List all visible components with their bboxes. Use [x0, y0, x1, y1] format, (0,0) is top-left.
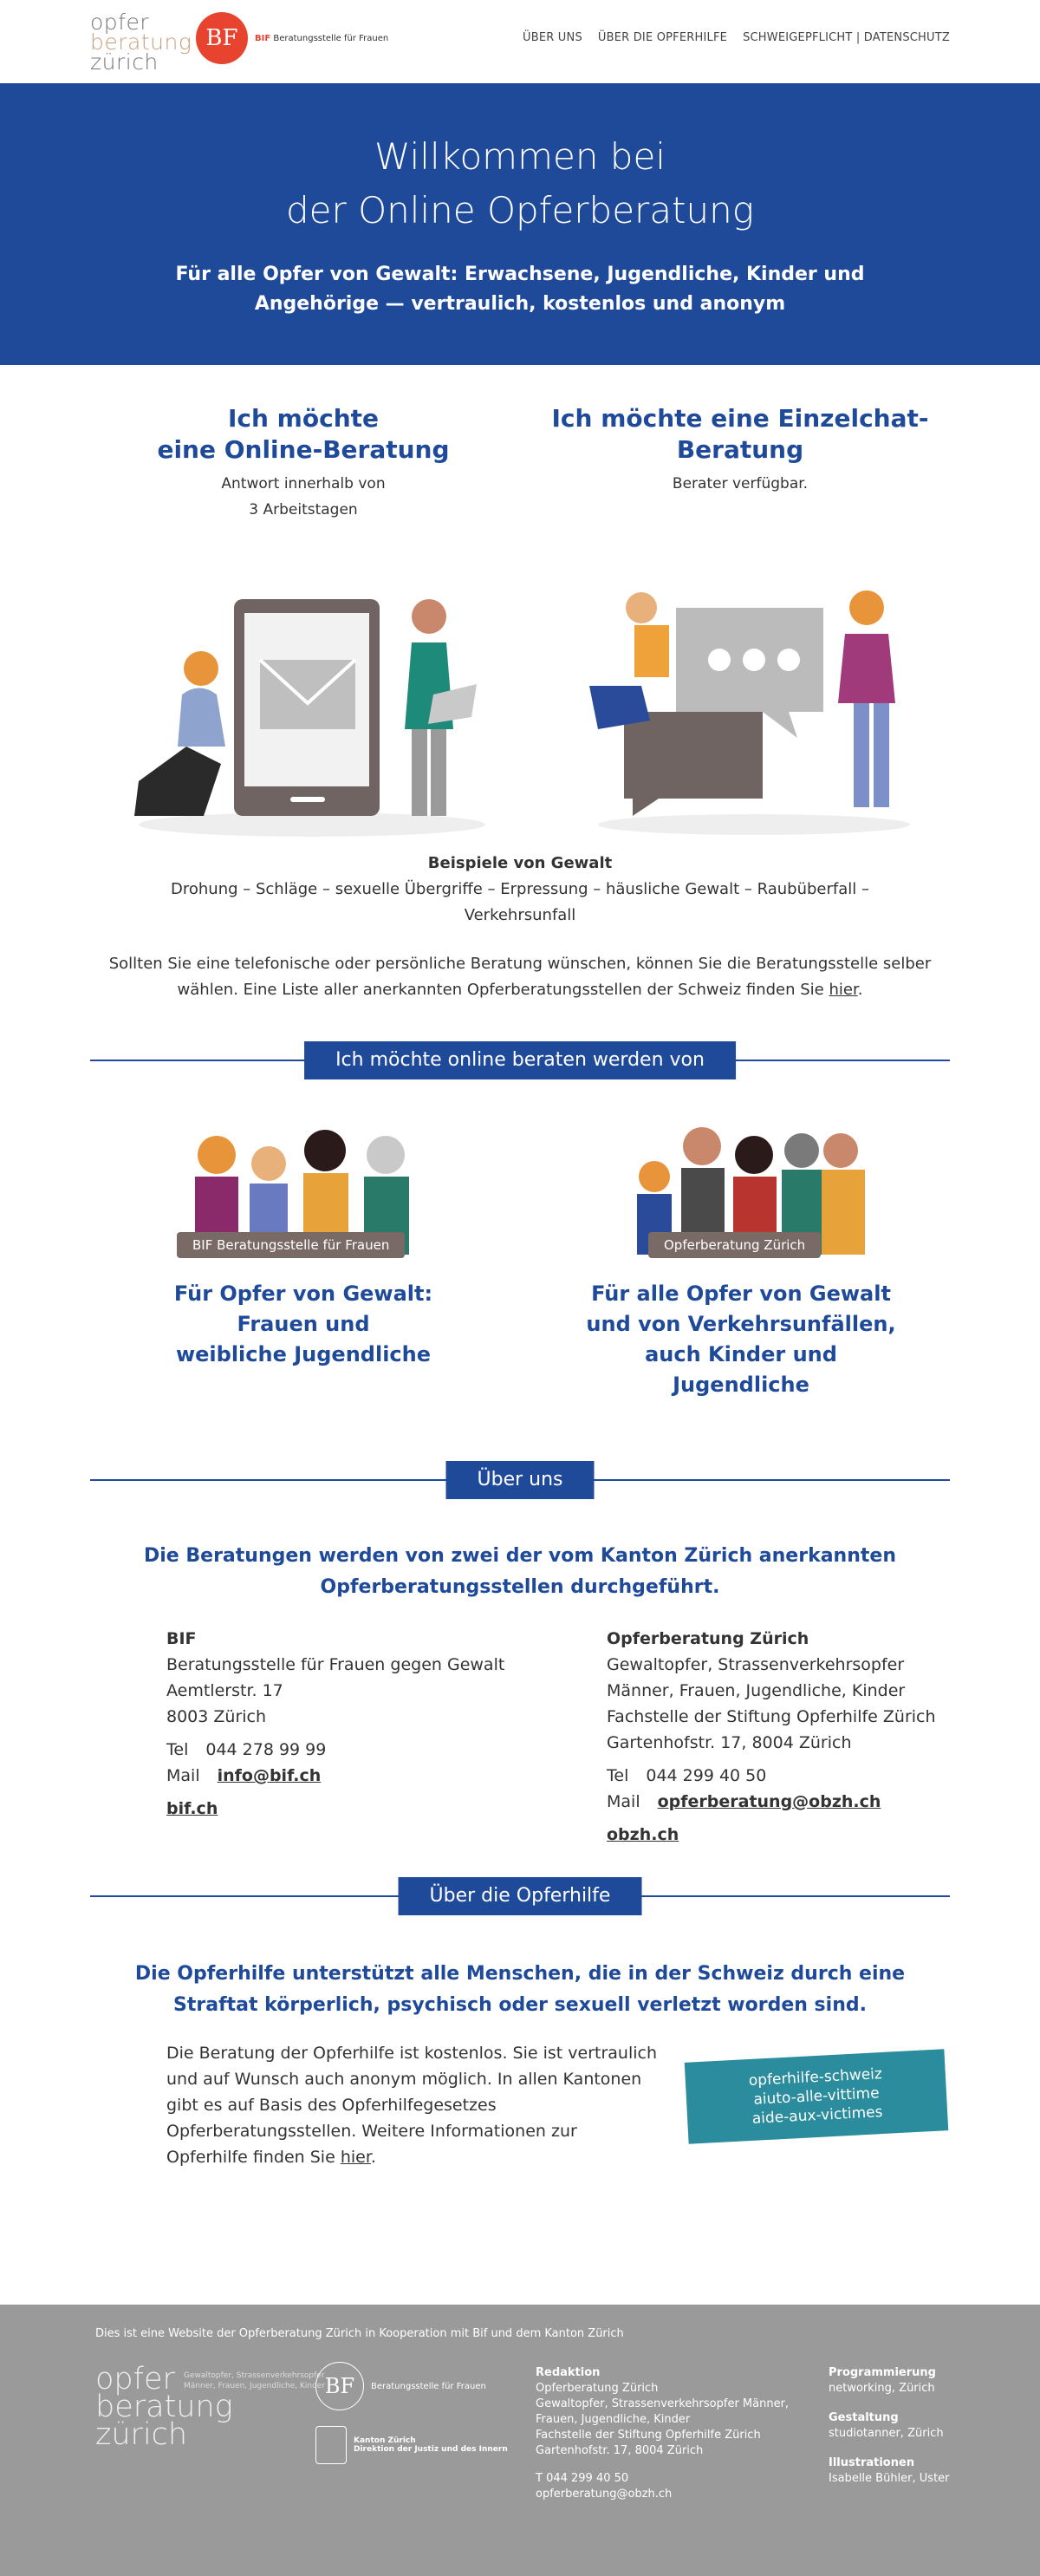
counselor-groups [0, 1079, 1040, 1461]
obzh-group-title-line-4: Jugendliche [673, 1373, 809, 1397]
bif-contact-line-1: Beratungsstelle für Frauen gegen Gewalt [166, 1655, 505, 1674]
about-lead [0, 1541, 1040, 1603]
obzh-contact-mail [607, 1789, 936, 1815]
obzh-group-title-line-2: und von Verkehrsunfällen, [586, 1312, 896, 1336]
prog-heading: Programmierung [829, 2366, 936, 2379]
ribbon-line-3: aide-aux-victimes [751, 2103, 883, 2128]
online-text-line-2: 3 Arbeitstagen [249, 501, 358, 518]
obzh-group-title-line-3: auch Kinder und [645, 1342, 837, 1366]
tel-label: Tel [607, 1766, 629, 1785]
tel-label: Tel [166, 1740, 189, 1759]
section-label-about: Über uns [446, 1461, 595, 1499]
violence-examples [0, 851, 1040, 929]
footer-credits [829, 2365, 950, 2487]
obzh-contact-line-2: Männer, Frauen, Jugendliche, Kinder [607, 1681, 906, 1700]
obzh-mail-link[interactable]: opferberatung@obzh.ch [657, 1792, 881, 1811]
obzh-contact-name: Opferberatung Zürich [607, 1629, 809, 1648]
bif-group-badge[interactable]: BIF Beratungsstelle für Frauen [177, 1232, 405, 1258]
obzh-group-badge[interactable]: Opferberatung Zürich [648, 1232, 821, 1258]
kanton-line-1: Kanton Zürich [354, 2436, 416, 2445]
help-text-line-5-end: . [370, 2148, 376, 2167]
opferberatung-logo[interactable] [90, 10, 192, 75]
online-title-line-1: Ich möchte [227, 404, 379, 433]
bif-group-title[interactable] [130, 1279, 477, 1370]
bif-logo-text [255, 34, 388, 43]
ribbon-line-1: opferhilfe-schweiz [748, 2065, 883, 2090]
intro-line-2-end: . [857, 981, 863, 999]
nav-item-schweigepflicht[interactable]: SCHWEIGEPFLICHT | DATENSCHUTZ [743, 31, 950, 44]
obzh-web-link[interactable]: obzh.ch [607, 1825, 679, 1844]
logo-line-2: beratung [90, 29, 192, 55]
footer-logo-line-1: opfer [95, 2362, 175, 2397]
obzh-group-title[interactable] [568, 1279, 914, 1400]
bif-group-title-line-2: Frauen und [237, 1312, 370, 1336]
section-divider-help [0, 1877, 1040, 1915]
help-lead-line-2: Straftat körperlich, psychisch oder sexuell verletzt worden sind. [173, 1994, 867, 2016]
intro-text [0, 951, 1040, 1003]
help-lead [0, 1959, 1040, 2021]
main-nav [523, 31, 950, 44]
intro-hier-link[interactable]: hier [829, 981, 858, 999]
online-consultation-text [113, 471, 494, 523]
hero-subtitle [0, 260, 1040, 319]
chat-consultation-text [549, 471, 931, 497]
chat-consultation-card[interactable] [549, 403, 931, 497]
online-consultation-title [113, 403, 494, 466]
examples-line-1: Drohung – Schläge – sexuelle Übergriffe – Erpressung – häusliche Gewalt – Raubüberfall – [171, 880, 869, 898]
illu-text[interactable]: Isabelle Bühler, Uster [829, 2472, 950, 2485]
hero-title [0, 130, 1040, 238]
bif-mail-link[interactable]: info@bif.ch [217, 1766, 322, 1785]
section-label-online: Ich möchte online beraten werden von [304, 1041, 736, 1079]
footer-logo-sub-line-1: Gewaltopfer, Strassenverkehrsopfer [184, 2371, 325, 2380]
gest-text[interactable]: studiotanner, Zürich [829, 2427, 944, 2440]
nav-item-ueber-uns[interactable]: ÜBER UNS [523, 31, 582, 44]
bif-logo[interactable] [196, 12, 388, 64]
email-illustration[interactable] [104, 564, 503, 842]
hero-subtitle-line-2: Angehörige — vertraulich, kostenlos und anonym [254, 293, 786, 315]
help-text-line-5 [166, 2144, 657, 2170]
hero-title-line-2: der Online Opferberatung [286, 189, 754, 232]
footer-logo-line-3: zürich [95, 2417, 188, 2452]
redaktion-line-4: Fachstelle der Stiftung Opferhilfe Zürich [536, 2429, 761, 2442]
site-footer [0, 2305, 1040, 2576]
bif-contact-line-2: Aemtlerstr. 17 [166, 1681, 283, 1700]
help-body [0, 2040, 1040, 2214]
intro-line-2 [90, 977, 950, 1003]
footer-bif-text: Beratungsstelle für Frauen [371, 2381, 486, 2391]
bif-contact-mail [166, 1763, 504, 1789]
section-divider-about [0, 1461, 1040, 1499]
site-header [0, 0, 1040, 83]
obzh-group-title-line-1: Für alle Opfer von Gewalt [591, 1281, 891, 1306]
obzh-contact-line-3: Fachstelle der Stiftung Opferhilfe Zürich [607, 1707, 936, 1726]
intro-line-1: Sollten Sie eine telefonische oder persönliche Beratung wünschen, können Sie die Beratungsstelle selber [108, 955, 932, 973]
bif-contact-name: BIF [166, 1629, 197, 1648]
mail-label: Mail [607, 1792, 640, 1811]
kanton-crest-icon [315, 2426, 347, 2464]
obzh-contact [607, 1626, 936, 1848]
footer-logo-sub-line-2: Männer, Frauen, Jugendliche, Kinder [184, 2382, 326, 2390]
chat-title-line-2: Beratung [676, 435, 804, 464]
footer-logo-subtitle [184, 2371, 325, 2391]
redaktion-mail-link[interactable]: opferberatung@obzh.ch [536, 2488, 673, 2501]
bif-contact-tel [166, 1737, 504, 1763]
online-text-line-1: Antwort innerhalb von [221, 475, 386, 492]
obzh-contact-line-1: Gewaltopfer, Strassenverkehrsopfer [607, 1655, 905, 1674]
opferhilfe-schweiz-link[interactable] [685, 2049, 949, 2144]
bif-logo-label: Beratungsstelle für Frauen [273, 33, 389, 43]
bif-web-link[interactable]: bif.ch [166, 1799, 218, 1818]
bif-contact-line-3: 8003 Zürich [166, 1707, 267, 1726]
bif-logo-mark: BF [196, 12, 248, 64]
redaktion-line-2: Gewaltopfer, Strassenverkehrsopfer Männer, [536, 2397, 790, 2410]
help-text-line-4: Opferberatungsstellen. Weitere Informationen zur [166, 2122, 577, 2141]
online-consultation-card[interactable] [113, 403, 494, 523]
bif-group-title-line-1: Für Opfer von Gewalt: [173, 1281, 433, 1306]
help-hier-link[interactable]: hier [340, 2148, 371, 2167]
logo-line-3: zürich [90, 49, 159, 75]
chat-text-line-1: Berater verfügbar. [672, 475, 809, 492]
examples-line-2: Verkehrsunfall [464, 906, 576, 924]
footer-note: Dies ist eine Website der Opferberatung Zürich in Kooperation mit Bif und dem Kanton Zürich [95, 2327, 624, 2340]
redaktion-heading: Redaktion [536, 2366, 601, 2379]
chat-consultation-title [549, 403, 931, 466]
help-text-line-3: gibt es auf Basis des Opferhilfegesetzes [166, 2096, 497, 2115]
contact-blocks [0, 1626, 1040, 1877]
help-text-line-5-text: Opferhilfe finden Sie [166, 2148, 341, 2167]
hero-title-line-1: Willkommen bei [374, 135, 666, 178]
intro-line-2-text: wählen. Eine Liste aller anerkannten Opferberatungsstellen der Schweiz finden Sie [177, 981, 829, 999]
footer-bif-mark: BF [315, 2362, 364, 2410]
help-text-line-1: Die Beratung der Opferhilfe ist kostenlos. Sie ist vertraulich [166, 2044, 657, 2063]
online-title-line-2: eine Online-Beratung [157, 435, 450, 464]
about-lead-line-2: Opferberatungsstellen durchgeführt. [320, 1576, 720, 1598]
redaktion-tel[interactable]: T 044 299 40 50 [536, 2472, 629, 2485]
obzh-tel-number[interactable]: 044 299 40 50 [646, 1766, 767, 1785]
bif-tel-number[interactable]: 044 278 99 99 [205, 1740, 327, 1759]
bif-logo-prefix: BIF [255, 33, 271, 43]
help-text [166, 2040, 657, 2170]
redaktion-line-1: Opferberatung Zürich [536, 2382, 659, 2395]
chat-illustration[interactable] [572, 564, 936, 842]
redaktion-line-3: Frauen, Jugendliche, Kinder [536, 2413, 691, 2426]
illu-heading: Illustrationen [829, 2456, 915, 2469]
redaktion-line-5: Gartenhofstr. 17, 8004 Zürich [536, 2444, 704, 2457]
footer-bif-logo[interactable] [315, 2362, 486, 2410]
section-label-help: Über die Opferhilfe [399, 1877, 642, 1915]
logo-line-1: opfer [90, 10, 150, 35]
nav-item-ueber-opferhilfe[interactable]: ÜBER DIE OPFERHILFE [597, 31, 728, 44]
bif-contact [166, 1626, 504, 1822]
ribbon-line-2: aiuto-alle-vittime [752, 2084, 881, 2109]
obzh-contact-line-4: Gartenhofstr. 17, 8004 Zürich [607, 1733, 852, 1752]
help-text-line-2: und auf Wunsch auch anonym möglich. In allen Kantonen [166, 2070, 642, 2089]
footer-redaktion [536, 2365, 789, 2502]
mail-label: Mail [166, 1766, 200, 1785]
hero-banner [0, 83, 1040, 365]
footer-kanton-logo[interactable] [315, 2426, 508, 2464]
about-lead-line-1: Die Beratungen werden von zwei der vom Kanton Zürich anerkannten [144, 1545, 896, 1567]
consultation-options [0, 365, 1040, 851]
hero-subtitle-line-1: Für alle Opfer von Gewalt: Erwachsene, Jugendliche, Kinder und [175, 264, 865, 285]
prog-text[interactable]: networking, Zürich [829, 2382, 935, 2395]
chat-title-line-1: Ich möchte eine Einzelchat- [551, 404, 929, 433]
section-divider-online [0, 1041, 1040, 1079]
kanton-line-2: Direktion der Justiz und des Innern [354, 2445, 508, 2454]
help-lead-line-1: Die Opferhilfe unterstützt alle Menschen, die in der Schweiz durch eine [134, 1963, 906, 1985]
footer-logo-line-2: beratung [95, 2390, 233, 2424]
bif-group-title-line-3: weibliche Jugendliche [175, 1342, 432, 1366]
gest-heading: Gestaltung [829, 2411, 899, 2424]
examples-heading: Beispiele von Gewalt [427, 854, 613, 872]
obzh-contact-tel [607, 1763, 936, 1789]
